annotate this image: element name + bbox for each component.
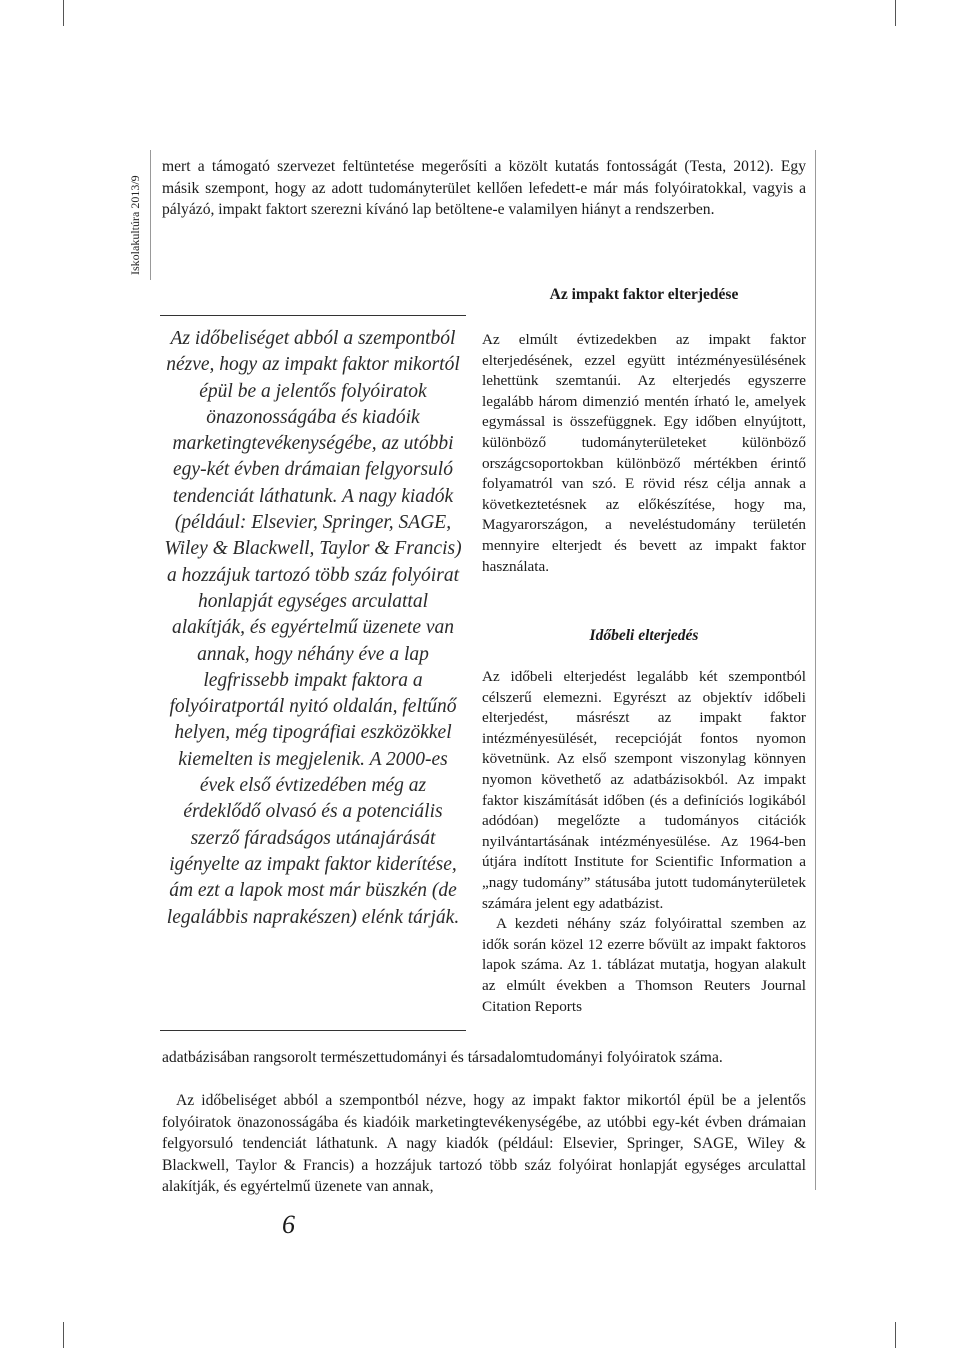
subsection-paragraph-1: Az időbeli elterjedést legalább két szempontból célszerű elemezni. Egyrészt az objektív időbeli elterjedést, másrészt az impakt faktor intézményesülését, recepcióját fontos nyomon követnünk. Az első szempont viszonylag könnyen nyomon követhető az adatbázisokból. Az impakt faktor kiszámítását időben (és a definíciós logikából adódóan) megelőzte a tudományos citációk nyilvántartásának intézményesülése. Az 1964-ben útjára indított Institute for Scientific Information a „nagy tudomány” státusába jutott tudományterületek számára jelent egy adatbázist. (482, 668, 806, 912)
subsection-paragraph-2-end: adatbázisában rangsorolt természettudományi és társadalomtudományi folyóiratok száma. (162, 1049, 723, 1066)
subsection-paragraph-2-start: A kezdeti néhány száz folyóirattal szemben az idők során közel 12 ezerre bővült az impakt faktoros lapok száma. Az 1. táblázat mutatja, hogyan alakult az elmúlt években a Thomson Reuters Journal Citation Reports (482, 915, 806, 1015)
pull-quote: Az időbeliséget abból a szempontból nézve, hogy az impakt faktor mikortól épül be a jelentős folyóiratok önazonosságába és kiadóik marketingtevékenységébe, az utóbbi egy-két évben drámaian felgyorsuló tendenciát láthatunk. A nagy kiadók (például: Elsevier, Springer, SAGE, Wiley & Blackwell, Taylor & Francis) a hozzájuk tartozó több száz folyóirat honlapját egységes arculattal alakítják, és egyértelmű üzenete van annak, hogy néhány éve a lap legfrissebb impakt faktora a folyóiratportál nyitó oldalán, feltűnő helyen, még tipográfiai eszközökkel kiemelten is megjelenik. A 2000-es évek első évtizedében még az érdeklődő olvasó és a potenciális szerző fáradságos utánajárását igényelte az impakt faktor kiderítése, ám ezt a lapok most már büszkén (de legalábbis naprakészen) elénk tárják. (164, 328, 462, 928)
page-number: 6 (282, 1210, 295, 1239)
intro-paragraph: mert a támogató szervezet feltüntetése megerősíti a közölt kutatás fontosságát (Testa, 2012). Egy másik szempont, hogy az adott tudományterület kellően lefedett-e már más folyóiratokkal, vagyis a pályázó, impakt faktort szerezni kívánó lap betöltene-e valamilyen hiányt a rendszerben. (162, 158, 806, 218)
subsection-body (482, 667, 806, 1017)
pull-quote-top-rule (160, 315, 466, 316)
crop-mark (63, 0, 64, 26)
running-head: Iskolakultúra 2013/9 (128, 175, 142, 275)
subsection-title: Időbeli elterjedés (589, 627, 699, 644)
crop-mark (895, 1322, 896, 1348)
crop-mark (63, 1322, 64, 1348)
crop-mark (895, 0, 896, 26)
closing-paragraph: Az időbeliséget abból a szempontból nézve, hogy az impakt faktor mikortól épül be a jelentős folyóiratok önazonosságába és kiadóik marketingtevékenységébe, az utóbbi egy-két évben drámaian felgyorsuló tendenciát láthatunk. A nagy kiadók (például: Elsevier, Springer, SAGE, Wiley & Blackwell, Taylor & Francis) a hozzájuk tartozó több száz folyóirat honlapját egységes arculattal alakítják, és egyértelmű üzenete van annak, (162, 1092, 806, 1195)
margin-rule (150, 150, 151, 280)
pull-quote-bottom-rule (160, 1030, 466, 1031)
margin-rule (815, 150, 816, 1190)
section-title: Az impakt faktor elterjedése (549, 286, 739, 303)
section-paragraph: Az elmúlt évtizedekben az impakt faktor elterjedésének, ezzel együtt intézményesülésének lehettünk szemtanúi. Az elterjedés egyszerre legalább három dimenzió mentén írható le, amelyek egymással is összefüggnek. Egy időben elnyújtott, különböző tudományterületeket különböző országcsoportokban különböző mértékben érintő folyamatról van szó. E rövid rész célja annak a következtetésnek az előkészítése, hogy ma, Magyarországon, a neveléstudomány területén mennyire elterjedt és bevett az impakt faktor használata. (482, 331, 806, 575)
